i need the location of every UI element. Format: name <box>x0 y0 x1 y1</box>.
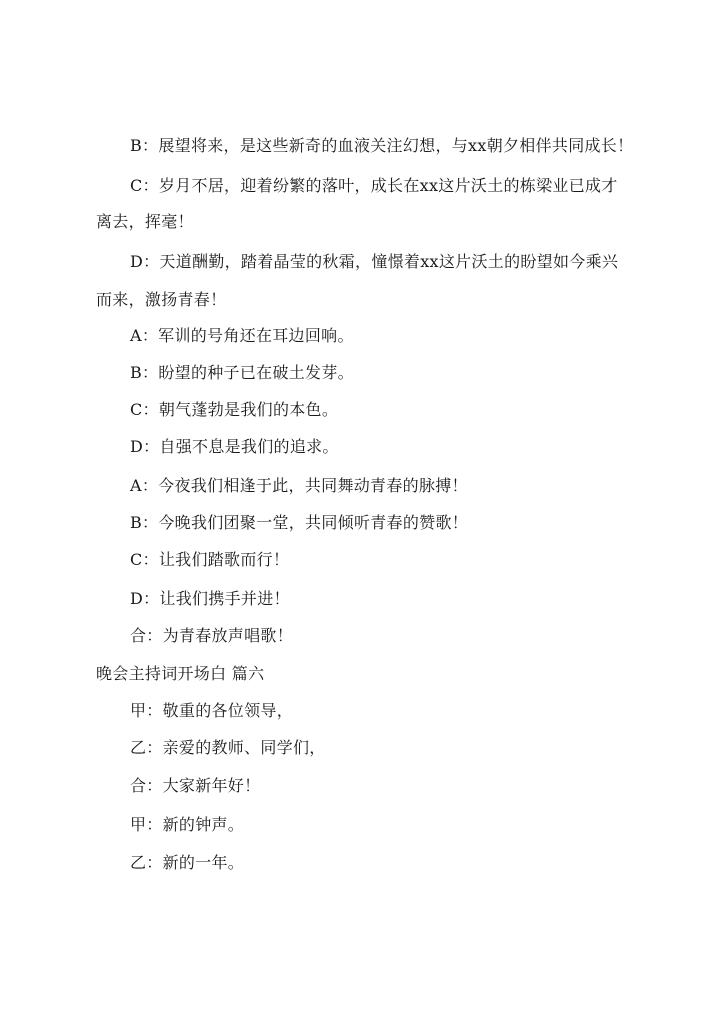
dialogue-line: 合：大家新年好！ <box>130 776 261 795</box>
dialogue-line: B：今晚我们团聚一堂，共同倾听青春的赞歌！ <box>130 513 469 532</box>
dialogue-line-continuation: 而来，激扬青春！ <box>96 290 227 309</box>
dialogue-line: C：岁月不居，迎着纷繁的落叶，成长在xx这片沃土的栋梁业已成才 <box>130 176 618 195</box>
dialogue-line: 乙：亲爱的教师、同学们， <box>130 738 326 757</box>
dialogue-line-continuation: 离去，挥毫！ <box>96 212 194 231</box>
dialogue-line: A：今夜我们相逢于此，共同舞动青春的脉搏！ <box>130 476 468 495</box>
dialogue-line: 乙：新的一年。 <box>130 853 245 872</box>
dialogue-line: C：让我们踏歌而行！ <box>130 550 290 569</box>
dialogue-line: 甲：新的钟声。 <box>130 815 245 834</box>
dialogue-line: D：让我们携手并进！ <box>130 589 290 608</box>
dialogue-line: D：自强不息是我们的追求。 <box>130 437 339 456</box>
dialogue-line: 合：为青春放声唱歌！ <box>130 626 294 645</box>
dialogue-line: A：军训的号角还在耳边回响。 <box>130 326 354 345</box>
section-heading: 晚会主持词开场白 篇六 <box>96 664 265 683</box>
dialogue-line: B：展望将来，是这些新奇的血液关注幻想，与xx朝夕相伴共同成长！ <box>130 136 634 155</box>
dialogue-line: 甲：敬重的各位领导， <box>130 701 294 720</box>
dialogue-line: C：朝气蓬勃是我们的本色。 <box>130 400 339 419</box>
dialogue-line: B：盼望的种子已在破土发芽。 <box>130 363 354 382</box>
dialogue-line: D：天道酬勤，踏着晶莹的秋霜，憧憬着xx这片沃土的盼望如今乘兴 <box>130 252 619 271</box>
